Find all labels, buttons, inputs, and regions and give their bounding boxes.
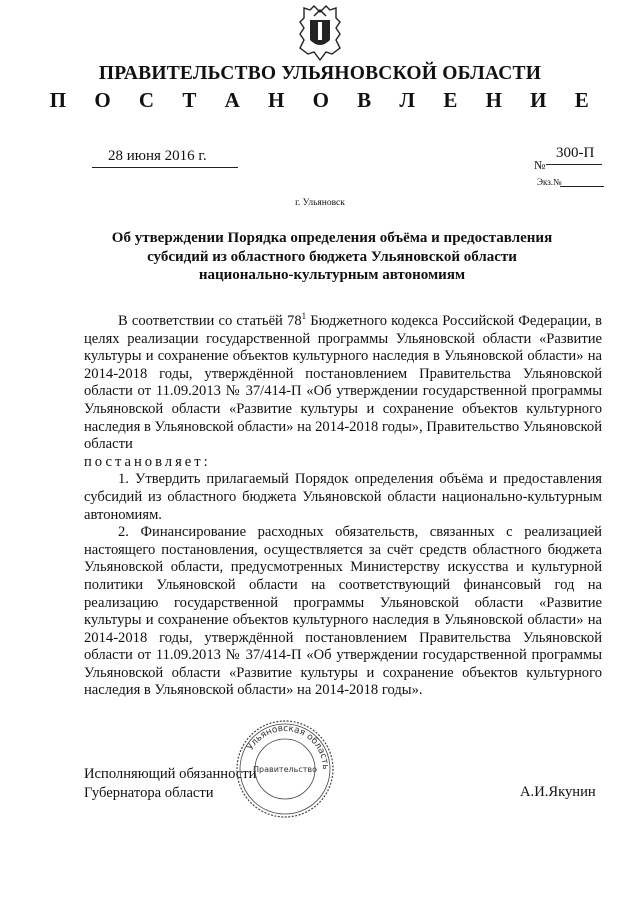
copy-number-underline [560,186,604,187]
official-seal-stamp [234,718,336,820]
document-title [96,229,568,285]
preamble-prefix: В соответствии со статьёй 78 [118,313,302,329]
document-body [84,313,602,700]
organization-name: ПРАВИТЕЛЬСТВО УЛЬЯНОВСКОЙ ОБЛАСТИ [98,63,542,84]
preamble-text: Бюджетного кодекса Российской Федерации, в целях реализации государственной программы Ульяновской области «Развитие культуры и сохранение объектов культурного наследия в Ульяновской области» на 2014-2018 годы, утверждённой постановлением Правительства Ульяновской области от 11.09.2013 № 37/414-П «Об утверждении государственной программы Ульяновской области «Развитие культуры и сохранение объектов культурного наследия в Ульяновской области» на 2014-2018 годы», Правительство Ульяновской области [84,313,602,453]
position-line: Губернатора области [84,784,214,801]
coat-of-arms-emblem [296,4,344,62]
stamp-outer-text: Ульяновская область [245,723,331,770]
document-type: П О С Т А Н О В Л Е Н И Е [49,88,601,112]
number-underline [546,164,602,165]
body-paragraph: 2. Финансирование расходных обязательств, связанных с реализацией настоящего постановления, осуществляется за счёт средств областного бюджета Ульяновской области, предусмотренных Министерству искусства и культурной политики Ульяновской области на соответствующий финансовый год на реализацию государственной программы Ульяновской области «Развитие культуры и сохранение объектов культурного наследия в Ульяновской области» на 2014-2018 годы, утверждённой постановлением Правительства Ульяновской области от 11.09.2013 № 37/414-П «Об утверждении государственной программы Ульяновской области «Развитие культуры и сохранение объектов культурного наследия в Ульяновской области» на 2014-2018 годы». [84,524,602,699]
document-number: 300-П [556,145,595,161]
document-date: 28 июня 2016 г. [108,148,207,164]
position-line: Исполняющий обязанности [84,766,257,782]
number-label: № [534,158,546,172]
article-superscript: 1 [301,311,307,322]
decree-word: постановляет: [84,453,211,470]
date-underline [92,167,238,168]
city: г. Ульяновск [295,198,345,208]
body-paragraph [84,313,602,454]
signatory-name: А.И.Якунин [520,784,596,800]
copy-number-label: Экз.№ [537,177,562,187]
title-line: субсидий из областного бюджета Ульяновской области [147,248,517,265]
stamp-inner-text: Правительство [253,765,317,774]
body-paragraph: 1. Утвердить прилагаемый Порядок определения объёма и предоставления субсидий из областного бюджета Ульяновской области национально-культурным автономиям. [84,471,602,523]
title-line: Об утверждении Порядка определения объёма и предоставления [111,230,553,246]
signatory-position [84,765,256,802]
title-line: национально-культурным автономиям [198,267,466,283]
